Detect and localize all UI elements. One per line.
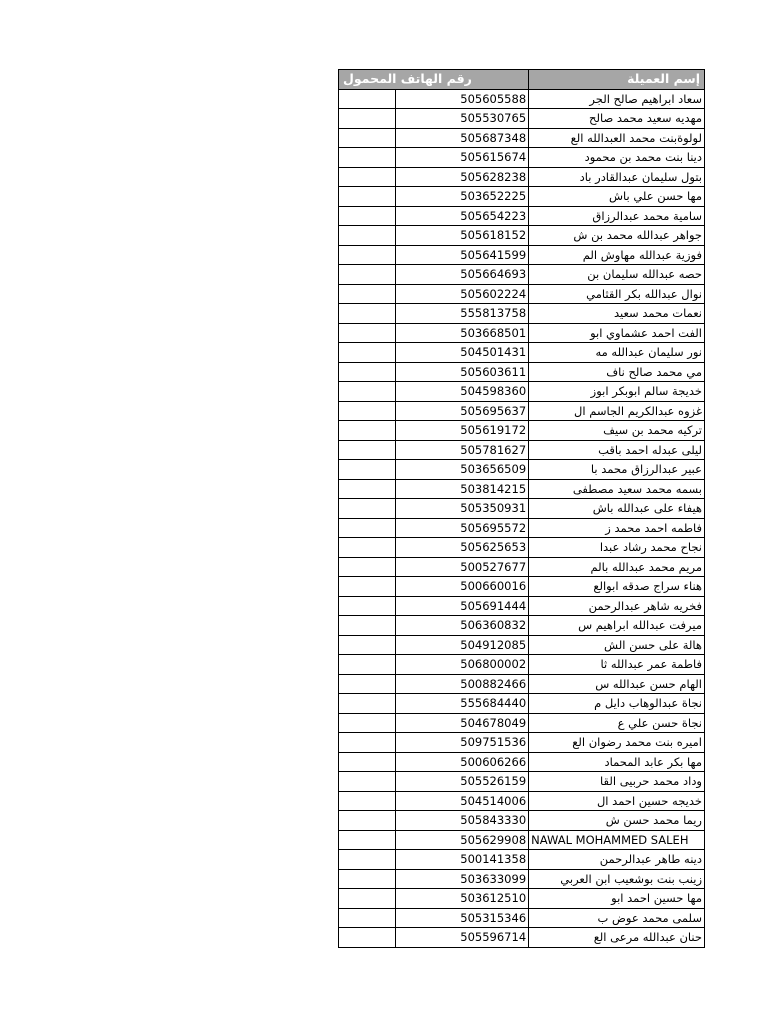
customer-name-cell[interactable]: حصه عبدالله سليمان بن — [529, 265, 705, 285]
empty-cell[interactable] — [339, 713, 396, 733]
customer-name-cell[interactable]: لولوةبنت محمد العبدالله الع — [529, 128, 705, 148]
table-row — [339, 538, 705, 558]
phone-cell[interactable]: 505625653 — [396, 538, 529, 558]
customer-name-cell[interactable]: خديجه حسين احمد ال — [529, 791, 705, 811]
customer-name-cell[interactable]: حنان عبدالله مرعى الع — [529, 928, 705, 948]
table-row — [339, 304, 705, 324]
customer-name-cell[interactable]: نجاة حسن علي ع — [529, 713, 705, 733]
phone-cell[interactable]: 505691444 — [396, 596, 529, 616]
table-row — [339, 167, 705, 187]
table-row — [339, 772, 705, 792]
phone-cell[interactable]: 500141358 — [396, 850, 529, 870]
empty-cell[interactable] — [339, 421, 396, 441]
table-row — [339, 128, 705, 148]
table-row — [339, 421, 705, 441]
phone-cell[interactable]: 504912085 — [396, 635, 529, 655]
phone-cell[interactable]: 505695572 — [396, 518, 529, 538]
phone-cell[interactable]: 504514006 — [396, 791, 529, 811]
table-row — [339, 323, 705, 343]
phone-cell[interactable]: 555813758 — [396, 304, 529, 324]
table-row — [339, 265, 705, 285]
table-row — [339, 694, 705, 714]
customer-name-cell[interactable]: NAWAL MOHAMMED SALEH — [529, 830, 705, 850]
empty-cell[interactable] — [339, 304, 396, 324]
table-row — [339, 830, 705, 850]
customer-name-cell[interactable]: نور سليمان عبدالله مه — [529, 343, 705, 363]
phone-cell[interactable]: 505843330 — [396, 811, 529, 831]
empty-cell[interactable] — [339, 733, 396, 753]
phone-cell[interactable]: 503668501 — [396, 323, 529, 343]
customer-name-cell[interactable]: زينب بنت بوشعيب ابن العربي — [529, 869, 705, 889]
customer-name-cell[interactable]: هناء سراج صدقه ابوالع — [529, 577, 705, 597]
table-row — [339, 206, 705, 226]
empty-cell[interactable] — [339, 460, 396, 480]
table-row — [339, 733, 705, 753]
customer-name-cell[interactable]: جواهر عبدالله محمد بن ش — [529, 226, 705, 246]
table-body — [339, 89, 705, 947]
phone-cell[interactable]: 505526159 — [396, 772, 529, 792]
phone-cell[interactable]: 505687348 — [396, 128, 529, 148]
empty-cell[interactable] — [339, 694, 396, 714]
customer-name-cell[interactable]: هيفاء على عبدالله باش — [529, 499, 705, 519]
table-row — [339, 791, 705, 811]
empty-cell[interactable] — [339, 752, 396, 772]
table-row — [339, 869, 705, 889]
customer-name-cell[interactable]: سلمى محمد عوض ب — [529, 908, 705, 928]
table-row — [339, 713, 705, 733]
customer-name-cell[interactable]: غزوه عبدالكريم الجاسم ال — [529, 401, 705, 421]
empty-cell[interactable] — [339, 265, 396, 285]
phone-cell[interactable]: 500882466 — [396, 674, 529, 694]
customer-name-cell[interactable]: الفت احمد عشماوي ابو — [529, 323, 705, 343]
name-column-header[interactable]: إسم العميلة — [529, 70, 705, 90]
table-row — [339, 226, 705, 246]
table-row — [339, 362, 705, 382]
customer-name-cell[interactable]: بتول سليمان عبدالقادر باد — [529, 167, 705, 187]
empty-cell[interactable] — [339, 538, 396, 558]
empty-cell[interactable] — [339, 674, 396, 694]
customer-name-cell[interactable]: وداد محمد حربيى القا — [529, 772, 705, 792]
phone-cell[interactable]: 509751536 — [396, 733, 529, 753]
phone-cell[interactable]: 500527677 — [396, 557, 529, 577]
table-row — [339, 635, 705, 655]
phone-cell[interactable]: 505603611 — [396, 362, 529, 382]
phone-cell[interactable]: 505641599 — [396, 245, 529, 265]
customer-name-cell[interactable]: بسمه محمد سعيد مصطفى — [529, 479, 705, 499]
phone-cell[interactable]: 504598360 — [396, 382, 529, 402]
table-row — [339, 674, 705, 694]
phone-cell[interactable]: 505315346 — [396, 908, 529, 928]
table-row — [339, 460, 705, 480]
table-row — [339, 908, 705, 928]
table-row — [339, 499, 705, 519]
phone-cell[interactable]: 503656509 — [396, 460, 529, 480]
empty-cell[interactable] — [339, 284, 396, 304]
customer-name-cell[interactable]: مي محمد صالح ناف — [529, 362, 705, 382]
phone-cell[interactable]: 500606266 — [396, 752, 529, 772]
empty-cell[interactable] — [339, 245, 396, 265]
empty-cell[interactable] — [339, 479, 396, 499]
empty-cell[interactable] — [339, 616, 396, 636]
customer-name-cell[interactable]: تركيه محمد بن سيف — [529, 421, 705, 441]
table-row — [339, 518, 705, 538]
customer-name-cell[interactable]: عبير عبدالرزاق محمد با — [529, 460, 705, 480]
empty-cell[interactable] — [339, 577, 396, 597]
table-row — [339, 284, 705, 304]
empty-cell[interactable] — [339, 928, 396, 948]
customer-name-cell[interactable]: مريم محمد عبدالله بالم — [529, 557, 705, 577]
table-row — [339, 187, 705, 207]
table-row — [339, 148, 705, 168]
customer-name-cell[interactable]: ميرفت عبدالله ابراهيم س — [529, 616, 705, 636]
empty-cell[interactable] — [339, 343, 396, 363]
customer-name-cell[interactable]: هالة على حسن الش — [529, 635, 705, 655]
table-row — [339, 89, 705, 109]
empty-cell[interactable] — [339, 89, 396, 109]
empty-cell[interactable] — [339, 401, 396, 421]
empty-cell[interactable] — [339, 830, 396, 850]
table-row — [339, 577, 705, 597]
customer-name-cell[interactable]: مها بكر عابد المحماد — [529, 752, 705, 772]
empty-cell[interactable] — [339, 791, 396, 811]
customer-name-cell[interactable]: نجاح محمد رشاد عبدا — [529, 538, 705, 558]
customer-name-cell[interactable]: ليلى عبدله احمد باقب — [529, 440, 705, 460]
header-row — [339, 70, 705, 90]
phone-cell[interactable]: 505602224 — [396, 284, 529, 304]
empty-cell[interactable] — [339, 362, 396, 382]
empty-cell[interactable] — [339, 772, 396, 792]
phone-cell[interactable]: 505664693 — [396, 265, 529, 285]
customer-name-cell[interactable]: نجاة عبدالوهاب دايل م — [529, 694, 705, 714]
phone-cell[interactable]: 505629908 — [396, 830, 529, 850]
table-row — [339, 928, 705, 948]
customer-name-cell[interactable]: نوال عبدالله بكر القثامي — [529, 284, 705, 304]
phone-cell[interactable]: 505530765 — [396, 109, 529, 129]
phone-cell[interactable]: 503814215 — [396, 479, 529, 499]
customer-name-cell[interactable]: الهام حسن عبدالله س — [529, 674, 705, 694]
table-row — [339, 616, 705, 636]
empty-cell[interactable] — [339, 440, 396, 460]
empty-cell[interactable] — [339, 518, 396, 538]
customer-name-cell[interactable]: فخريه شاهر عبدالرحمن — [529, 596, 705, 616]
phone-cell[interactable]: 504501431 — [396, 343, 529, 363]
empty-cell[interactable] — [339, 382, 396, 402]
table-row — [339, 752, 705, 772]
customer-name-cell[interactable]: اميره بنت محمد رضوان الع — [529, 733, 705, 753]
empty-cell[interactable] — [339, 869, 396, 889]
phone-cell[interactable]: 505628238 — [396, 167, 529, 187]
empty-cell[interactable] — [339, 908, 396, 928]
customer-name-cell[interactable]: فاطمه احمد محمد ز — [529, 518, 705, 538]
phone-cell[interactable]: 505654223 — [396, 206, 529, 226]
table-row — [339, 343, 705, 363]
customer-name-cell[interactable]: مها حسن علي باش — [529, 187, 705, 207]
empty-cell[interactable] — [339, 206, 396, 226]
table-row — [339, 245, 705, 265]
table-row — [339, 850, 705, 870]
phone-cell[interactable]: 505618152 — [396, 226, 529, 246]
customer-name-cell[interactable]: سعاد ابراهيم صالح الجر — [529, 89, 705, 109]
phone-cell[interactable]: 505596714 — [396, 928, 529, 948]
table-row — [339, 382, 705, 402]
empty-cell[interactable] — [339, 635, 396, 655]
phone-column-header[interactable]: رقم الهاتف المحمول — [339, 70, 529, 90]
spreadsheet-table — [338, 69, 705, 948]
empty-cell[interactable] — [339, 226, 396, 246]
customer-name-cell[interactable]: سامية محمد عبدالرزاق — [529, 206, 705, 226]
empty-cell[interactable] — [339, 850, 396, 870]
table-row — [339, 596, 705, 616]
empty-cell[interactable] — [339, 128, 396, 148]
table-row — [339, 440, 705, 460]
customer-name-cell[interactable]: دينا بنت محمد بن محمود — [529, 148, 705, 168]
phone-cell[interactable]: 505605588 — [396, 89, 529, 109]
empty-cell[interactable] — [339, 889, 396, 909]
empty-cell[interactable] — [339, 557, 396, 577]
table-row — [339, 557, 705, 577]
customer-name-cell[interactable]: فوزية عبدالله مهاوش الم — [529, 245, 705, 265]
phone-cell[interactable]: 500660016 — [396, 577, 529, 597]
customer-name-cell[interactable]: مهديه سعيد محمد صالح — [529, 109, 705, 129]
table-row — [339, 811, 705, 831]
phone-cell[interactable]: 505350931 — [396, 499, 529, 519]
empty-cell[interactable] — [339, 655, 396, 675]
table-row — [339, 655, 705, 675]
phone-cell[interactable]: 505781627 — [396, 440, 529, 460]
empty-cell[interactable] — [339, 109, 396, 129]
empty-cell[interactable] — [339, 187, 396, 207]
table-row — [339, 109, 705, 129]
customer-name-cell[interactable]: فاطمة عمر عبدالله ثا — [529, 655, 705, 675]
phone-cell[interactable]: 555684440 — [396, 694, 529, 714]
empty-cell[interactable] — [339, 167, 396, 187]
empty-cell[interactable] — [339, 148, 396, 168]
customer-name-cell[interactable]: دينه طاهر عبدالرحمن — [529, 850, 705, 870]
phone-cell[interactable]: 503612510 — [396, 889, 529, 909]
empty-cell[interactable] — [339, 811, 396, 831]
phone-cell[interactable]: 503633099 — [396, 869, 529, 889]
empty-cell[interactable] — [339, 596, 396, 616]
customer-name-cell[interactable]: نعمات محمد سعيد — [529, 304, 705, 324]
phone-cell[interactable]: 504678049 — [396, 713, 529, 733]
phone-cell[interactable]: 505619172 — [396, 421, 529, 441]
table-row — [339, 479, 705, 499]
empty-cell[interactable] — [339, 323, 396, 343]
customer-name-cell[interactable]: خديجة سالم ابوبكر ابوز — [529, 382, 705, 402]
customer-name-cell[interactable]: ريما محمد حسن ش — [529, 811, 705, 831]
customer-name-cell[interactable]: مها حسين احمد ابو — [529, 889, 705, 909]
phone-cell[interactable]: 503652225 — [396, 187, 529, 207]
phone-cell[interactable]: 506360832 — [396, 616, 529, 636]
phone-cell[interactable]: 505695637 — [396, 401, 529, 421]
table-row — [339, 889, 705, 909]
table-row — [339, 401, 705, 421]
empty-cell[interactable] — [339, 499, 396, 519]
phone-cell[interactable]: 505615674 — [396, 148, 529, 168]
phone-cell[interactable]: 506800002 — [396, 655, 529, 675]
